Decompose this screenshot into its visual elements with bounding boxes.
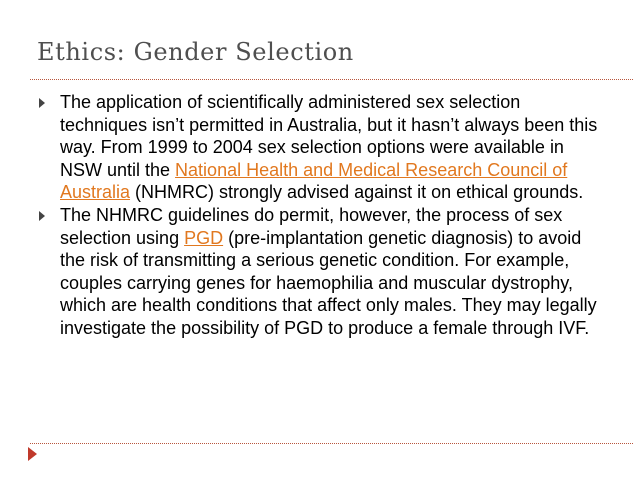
bullet-text: (NHMRC) strongly advised against it on ethical grounds. <box>130 182 584 203</box>
footer-arrow-icon <box>28 447 37 461</box>
bullet-item-1 <box>0 91 638 204</box>
title-divider <box>30 79 633 80</box>
bullet-text: The NHMRC guidelines do permit, however, the process of sex selection using <box>60 204 563 248</box>
nhmrc-link[interactable]: National Health and Medical Research Council of Australia <box>60 159 568 203</box>
bullet-arrow-icon <box>39 98 45 108</box>
bullet-text: The application of scientifically administered sex selection techniques isn’t permitted in Australia, but it hasn’t always been this way. From 1999 to 2004 sex selection options were available in NSW until the <box>60 92 598 180</box>
bullet-arrow-icon <box>39 211 45 221</box>
bullet-text: (pre-implantation genetic diagnosis) to avoid the risk of transmitting a serious genetic condition. For example, couples carrying genes for haemophilia and muscular dystrophy, which are health conditions that affect only males. They may legally investigate the possibility of PGD to produce a female through IVF. <box>60 227 597 338</box>
pgd-link[interactable]: PGD <box>184 227 224 248</box>
bullet-item-2 <box>0 204 638 340</box>
footer-divider <box>30 443 633 444</box>
bullet-list <box>0 91 638 340</box>
slide-title: Ethics: Gender Selection <box>37 38 354 66</box>
